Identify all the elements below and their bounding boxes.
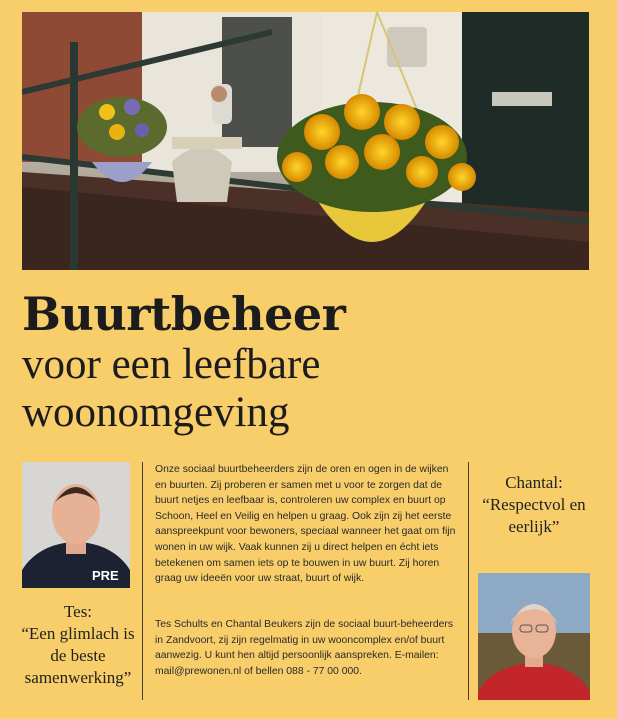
headline-bold: Buurtbeheer — [22, 287, 346, 341]
article-paragraph-2: Tes Schults en Chantal Beukers zijn de sociaal buurt-beheerders in Zandvoort, zij zijn regelmatig in uw wooncomplex en/of buurt aanwezig. U kunt hen altijd persoonlijk aanspreken. E-mailen: mail@prewonen.nl of bellen 088 - 77 00 000. — [155, 619, 454, 677]
headline-line-3: woonomgeving — [22, 389, 290, 436]
chantal-quote: “Respectvol en eerlijk” — [482, 495, 586, 536]
column-divider-right — [468, 462, 469, 700]
hero-photo — [22, 12, 589, 270]
person-portrait-icon — [22, 462, 130, 588]
chantal-portrait — [478, 573, 590, 700]
person-portrait-icon — [478, 573, 590, 700]
column-divider-left — [142, 462, 143, 700]
chantal-name: Chantal: — [505, 473, 563, 492]
tes-caption — [14, 601, 142, 689]
headline-line-2: voor een leefbare — [22, 341, 321, 388]
article-paragraph-1: Onze sociaal buurtbeheerders zijn de oren en ogen in de wijken en buurten. Zij proberen er samen met u voor te zorgen dat de buurt netjes en leefbaar is, controleren uw complex en buurt op Schoon, Heel en Veilig en helpen u graag. Ook zijn zij het eerste aanspreekpunt voor bewoners, speciaal wanneer het gaat om fijn wonen in uw wijk. Vaak kunnen zij u direct helpen en écht iets betekenen om samen iets op te bouwen in uw buurt. Zij horen graag uw ideeën voor uw straat, buurt of wijk. — [155, 464, 456, 585]
tes-name: Tes: — [63, 602, 93, 621]
street-flowers-illustration — [22, 12, 589, 270]
tes-quote: “Een glimlach is de beste samenwerking” — [21, 624, 135, 687]
tes-portrait — [22, 462, 130, 588]
chantal-caption — [478, 472, 590, 538]
shirt-logo: PRE — [92, 568, 119, 583]
